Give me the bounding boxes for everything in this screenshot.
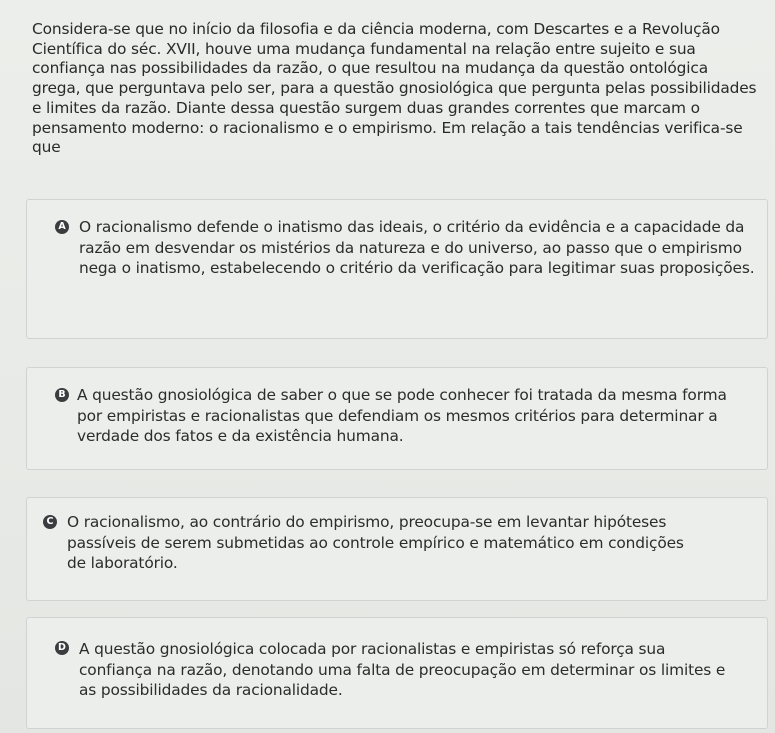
option-letter-badge: C (43, 515, 57, 529)
option-letter-badge: A (55, 220, 69, 234)
option-text: A questão gnosiológica de saber o que se pode conhecer foi tratada da mesma forma por empiristas e racionalistas que defendiam os mesmos critérios para determinar a verdade dos fatos e da existência humana. (77, 386, 727, 445)
option-text: A questão gnosiológica colocada por racionalistas e empiristas só reforça sua confiança na razão, denotando uma falta de preocupação em determinar os limites e as possibilidades da racionalidade. (79, 640, 726, 699)
option-b[interactable] (26, 367, 768, 470)
question-text: Considera-se que no início da filosofia e da ciência moderna, com Descartes e a Revolução Científica do séc. XVII, houve uma mudança fundamental na relação entre sujeito e sua confiança nas possibilidades da razão, o que resultou na mudança da questão ontológica grega, que perguntava pelo ser, para a questão gnosiológica que pergunta pelas possibilidades e limites da razão. Diante dessa questão surgem duas grandes correntes que marcam o pensamento moderno: o racionalismo e o empirismo. Em relação a tais tendências verifica-se que (32, 20, 757, 157)
option-d[interactable] (26, 617, 768, 729)
option-c[interactable] (26, 497, 768, 601)
option-letter-badge: D (55, 641, 69, 655)
option-letter-badge: B (55, 388, 69, 402)
option-text: O racionalismo, ao contrário do empirismo, preocupa-se em levantar hipóteses passíveis de serem submetidas ao controle empírico e matemático em condições de laboratório. (67, 513, 684, 572)
option-a[interactable] (26, 199, 768, 339)
option-text: O racionalismo defende o inatismo das ideais, o critério da evidência e a capacidade da razão em desvendar os mistérios da natureza e do universo, ao passo que o empirismo nega o inatismo, estabelecendo o critério da verificação para legitimar suas proposições. (79, 218, 755, 277)
